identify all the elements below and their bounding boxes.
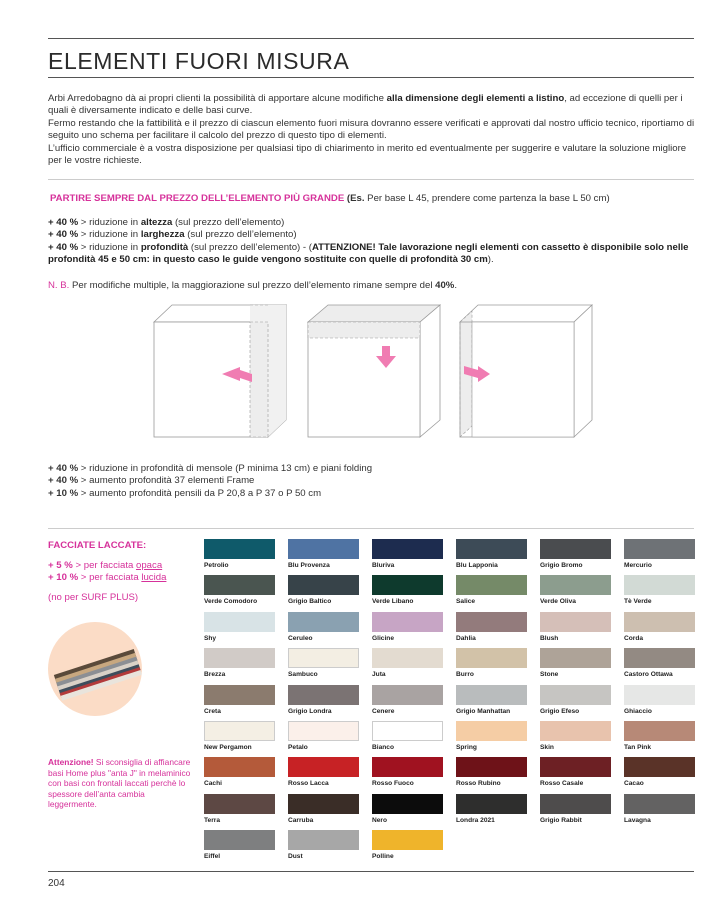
color-swatch bbox=[288, 830, 359, 860]
top-rule bbox=[48, 38, 694, 39]
color-swatch bbox=[456, 539, 527, 569]
color-chip bbox=[372, 794, 443, 814]
color-chip bbox=[540, 757, 611, 777]
gloss-pre: > per facciata bbox=[78, 572, 142, 583]
color-name: Bluriva bbox=[372, 562, 395, 569]
color-swatch bbox=[372, 648, 443, 678]
color-swatch bbox=[456, 612, 527, 642]
pct-pre: > riduzione in bbox=[78, 217, 141, 228]
page-number: 204 bbox=[48, 878, 65, 889]
matte-pre: > per facciata bbox=[72, 560, 137, 571]
nb-value: 40% bbox=[435, 280, 455, 291]
color-swatch bbox=[624, 575, 695, 605]
color-name: Eiffel bbox=[204, 853, 221, 861]
intro-paragraph-2: Fermo restando che la fattibilità e il prezzo di ciascun elemento fuori misura dovranno essere verificati e approvati dal nostro ufficio tecnico, riportiamo di seguito uno schema per facilitare il calcolo del prezzo di questo tipo di elementi. bbox=[48, 117, 695, 142]
color-name: Lavagna bbox=[624, 816, 651, 824]
color-chip bbox=[372, 539, 443, 559]
color-chip bbox=[372, 575, 443, 595]
color-name: Blu Lapponia bbox=[456, 562, 498, 569]
pct-keyword: profondità bbox=[140, 241, 189, 253]
color-chip bbox=[204, 830, 275, 850]
color-chip bbox=[624, 539, 695, 559]
color-name: Mercurio bbox=[624, 562, 652, 569]
color-chip bbox=[540, 794, 611, 814]
color-name: Bianco bbox=[372, 744, 394, 751]
color-swatch bbox=[204, 685, 275, 715]
color-swatch bbox=[540, 757, 611, 787]
color-swatch bbox=[456, 575, 527, 605]
pct-value: + 40 % bbox=[48, 229, 79, 241]
color-name: Creta bbox=[204, 707, 221, 715]
color-swatch bbox=[624, 648, 695, 678]
color-name: Tè Verde bbox=[624, 598, 652, 606]
color-name: Skin bbox=[540, 744, 554, 751]
color-chip bbox=[456, 648, 527, 668]
color-name: Cenere bbox=[372, 707, 395, 715]
color-name: Cacao bbox=[624, 780, 644, 788]
color-chip bbox=[456, 685, 527, 705]
color-name: Verde Libano bbox=[372, 598, 414, 606]
color-swatch bbox=[540, 794, 611, 824]
color-chip bbox=[540, 685, 611, 705]
attention-note bbox=[48, 757, 196, 810]
starting-price-rule bbox=[50, 193, 696, 204]
gloss-word: lucida bbox=[141, 572, 167, 583]
color-swatch bbox=[288, 539, 359, 569]
color-chip bbox=[624, 685, 695, 705]
color-name: Rosso Casale bbox=[540, 780, 584, 788]
color-chip bbox=[624, 648, 695, 668]
color-chip bbox=[204, 794, 275, 814]
color-name: Stone bbox=[540, 671, 559, 679]
color-chip bbox=[204, 539, 275, 559]
color-swatch bbox=[372, 794, 443, 824]
pct-pre: > riduzione in bbox=[78, 241, 141, 253]
attention-text: Si sconsiglia di affiancare basi Home plus "anta J" in melaminico con basi con frontali laccati perchè lo spessore dell’anta cambia leggermente. bbox=[48, 757, 191, 810]
color-swatch bbox=[540, 612, 611, 642]
color-swatch bbox=[372, 539, 443, 569]
color-name: Tan Pink bbox=[624, 744, 651, 751]
color-chip bbox=[456, 539, 527, 559]
color-swatch bbox=[456, 721, 527, 751]
color-chip bbox=[288, 648, 359, 668]
color-swatch bbox=[204, 757, 275, 787]
intro-paragraph-1 bbox=[48, 93, 696, 118]
color-chip bbox=[456, 721, 527, 741]
color-name: Shy bbox=[204, 634, 217, 642]
color-name: Rosso Lacca bbox=[288, 780, 329, 788]
reduction-list bbox=[48, 217, 696, 267]
color-chip bbox=[204, 648, 275, 668]
color-fan-image bbox=[48, 622, 142, 716]
color-chip bbox=[372, 757, 443, 777]
matte-surcharge bbox=[48, 560, 198, 572]
color-chip bbox=[624, 794, 695, 814]
color-swatch bbox=[204, 539, 275, 569]
color-swatch bbox=[288, 794, 359, 824]
color-name: Petrolio bbox=[204, 562, 229, 569]
color-swatch bbox=[204, 612, 275, 642]
color-chip bbox=[456, 575, 527, 595]
warning-label: ATTENZIONE! bbox=[311, 241, 376, 253]
height-reduction-diagram bbox=[150, 300, 290, 445]
color-chip bbox=[288, 757, 359, 777]
surf-plus-note: (no per SURF PLUS) bbox=[48, 592, 139, 603]
color-swatch bbox=[288, 575, 359, 605]
pct-value: + 40 % bbox=[48, 463, 79, 474]
color-name: Grigio Manhattan bbox=[456, 707, 511, 715]
color-chip bbox=[204, 612, 275, 632]
color-swatch bbox=[456, 685, 527, 715]
color-swatch bbox=[540, 685, 611, 715]
attention-label: Attenzione! bbox=[48, 757, 94, 767]
title-rule bbox=[48, 77, 694, 78]
color-name: Londra 2021 bbox=[456, 816, 495, 824]
color-swatch bbox=[540, 721, 611, 751]
color-chip bbox=[372, 721, 443, 741]
color-swatch bbox=[624, 539, 695, 569]
color-name: Burro bbox=[456, 671, 474, 679]
pct-keyword: altezza bbox=[140, 217, 173, 228]
color-name: Polline bbox=[372, 853, 394, 861]
warning-text: Tale lavorazione negli elementi con cassetto è disponibile solo nelle profondità 45 e 50 cm: in questo caso le guide vengono sostituite con quelle di profondità 30 cm bbox=[48, 241, 689, 266]
color-name: Blu Provenza bbox=[288, 562, 330, 569]
separator bbox=[48, 179, 694, 180]
color-swatch bbox=[624, 685, 695, 715]
color-name: Castoro Ottawa bbox=[624, 671, 673, 679]
color-name: Ceruleo bbox=[288, 634, 313, 642]
color-swatch bbox=[624, 612, 695, 642]
color-name: Dahlia bbox=[456, 634, 476, 642]
pct-text: > riduzione in profondità di mensole (P minima 13 cm) e piani folding bbox=[78, 463, 373, 474]
color-swatch bbox=[288, 685, 359, 715]
color-chip bbox=[204, 721, 275, 741]
gloss-pct: + 10 % bbox=[48, 572, 79, 583]
color-swatch bbox=[372, 721, 443, 751]
color-swatch bbox=[540, 539, 611, 569]
color-fan-icon bbox=[48, 622, 142, 716]
color-chip bbox=[288, 721, 359, 741]
color-swatch bbox=[204, 575, 275, 605]
rule-highlight: PARTIRE SEMPRE DAL PREZZO DELL’ELEMENTO PIÙ GRANDE bbox=[50, 193, 345, 204]
color-name: Dust bbox=[288, 853, 303, 861]
color-chip bbox=[540, 539, 611, 559]
color-swatch bbox=[372, 575, 443, 605]
pct-value: + 40 % bbox=[48, 217, 79, 228]
color-name: Verde Oliva bbox=[540, 598, 576, 606]
color-name: Grigio Londra bbox=[288, 707, 332, 715]
lacquered-fronts-title: FACCIATE LACCATE: bbox=[48, 540, 147, 551]
color-swatch bbox=[204, 830, 275, 860]
color-name: Cachi bbox=[204, 780, 222, 788]
color-name: Petalo bbox=[288, 744, 308, 751]
pct-text: > aumento profondità pensili da P 20,8 a P 37 o P 50 cm bbox=[78, 487, 322, 499]
color-swatch bbox=[204, 648, 275, 678]
color-swatch bbox=[624, 794, 695, 824]
warning-tail: ). bbox=[487, 254, 494, 266]
matte-word: opaca bbox=[136, 560, 163, 571]
color-chip bbox=[456, 794, 527, 814]
color-chip bbox=[288, 575, 359, 595]
increase-list bbox=[48, 463, 696, 500]
color-name: Rosso Rubino bbox=[456, 780, 501, 788]
width-reduction-diagram bbox=[304, 300, 444, 445]
nb-note bbox=[48, 280, 457, 291]
nb-text: Per modifiche multiple, la maggiorazione sul prezzo dell’elemento rimane sempre del bbox=[69, 280, 436, 291]
color-name: Verde Comodoro bbox=[204, 598, 258, 606]
color-name: Glicine bbox=[372, 634, 394, 642]
color-swatch bbox=[456, 648, 527, 678]
color-chip bbox=[624, 757, 695, 777]
color-swatch-grid bbox=[204, 539, 696, 869]
color-chip bbox=[456, 612, 527, 632]
lacquered-fronts-info bbox=[48, 540, 198, 604]
color-name: Grigio Baltico bbox=[288, 598, 332, 606]
increase-row bbox=[48, 488, 696, 500]
increase-row bbox=[48, 475, 696, 487]
color-chip bbox=[540, 721, 611, 741]
color-chip bbox=[288, 830, 359, 850]
color-swatch bbox=[372, 612, 443, 642]
color-chip bbox=[624, 612, 695, 632]
color-swatch bbox=[540, 575, 611, 605]
color-swatch bbox=[372, 830, 443, 860]
pct-post: (sul prezzo dell’elemento) bbox=[172, 217, 285, 228]
pct-value: + 40 % bbox=[48, 241, 79, 253]
intro-p1-c: , ad eccezione di quelli per i quali è diversamente indicato e delle basi curve. bbox=[48, 93, 683, 117]
color-name: Corda bbox=[624, 634, 644, 642]
color-chip bbox=[372, 830, 443, 850]
color-name: Terra bbox=[204, 816, 221, 824]
reduction-row bbox=[48, 217, 696, 229]
color-name: Ghiaccio bbox=[624, 707, 652, 715]
reduction-row bbox=[48, 229, 696, 241]
intro-p1-a: Arbi Arredobagno dà ai propri clienti la possibilità di apportare alcune modifiche bbox=[48, 93, 387, 104]
gloss-surcharge bbox=[48, 572, 198, 584]
pct-value: + 40 % bbox=[48, 475, 79, 487]
pct-post: (sul prezzo dell’elemento) - ( bbox=[188, 241, 312, 253]
color-chip bbox=[540, 648, 611, 668]
color-swatch bbox=[372, 685, 443, 715]
depth-reduction-diagram bbox=[456, 300, 596, 445]
color-name: Rosso Fuoco bbox=[372, 780, 414, 788]
color-name: Carruba bbox=[288, 816, 314, 824]
intro-text bbox=[48, 93, 696, 167]
color-chip bbox=[204, 575, 275, 595]
color-chip bbox=[204, 685, 275, 705]
color-chip bbox=[540, 575, 611, 595]
color-swatch bbox=[288, 648, 359, 678]
color-chip bbox=[624, 721, 695, 741]
color-chip bbox=[372, 612, 443, 632]
intro-paragraph-3: L’ufficio commerciale è a vostra disposizione per qualsiasi tipo di chiarimento in merito ed eventualmente per suggerire e valutare la soluzione migliore per le vostre richieste. bbox=[48, 142, 687, 167]
pct-text: > aumento profondità 37 elementi Frame bbox=[78, 475, 255, 487]
reduction-row bbox=[48, 242, 696, 267]
intro-p1-bold: alla dimensione degli elementi a listino bbox=[386, 93, 565, 104]
color-name: Salice bbox=[456, 598, 476, 606]
color-chip bbox=[288, 612, 359, 632]
color-chip bbox=[372, 648, 443, 668]
color-swatch bbox=[204, 794, 275, 824]
increase-row bbox=[48, 463, 696, 475]
color-swatch bbox=[456, 757, 527, 787]
rule-es: Es. bbox=[350, 193, 365, 204]
pct-keyword: larghezza bbox=[140, 229, 185, 241]
pct-value: + 10 % bbox=[48, 487, 79, 499]
color-chip bbox=[288, 685, 359, 705]
color-swatch bbox=[204, 721, 275, 751]
color-swatch bbox=[288, 721, 359, 751]
rule-example: Per base L 45, prendere come partenza la base L 50 cm) bbox=[364, 193, 610, 204]
color-swatch bbox=[624, 721, 695, 751]
pct-pre: > riduzione in bbox=[78, 229, 141, 241]
color-chip bbox=[372, 685, 443, 705]
pct-post: (sul prezzo dell’elemento) bbox=[184, 229, 297, 241]
color-name: Brezza bbox=[204, 671, 226, 679]
color-name: New Pergamon bbox=[204, 744, 252, 751]
color-swatch bbox=[540, 648, 611, 678]
color-name: Nero bbox=[372, 816, 388, 824]
color-swatch bbox=[372, 757, 443, 787]
color-name: Blush bbox=[540, 634, 559, 642]
separator bbox=[48, 528, 694, 529]
color-chip bbox=[456, 757, 527, 777]
matte-pct: + 5 % bbox=[48, 560, 73, 571]
rule-paren: ( bbox=[344, 193, 351, 204]
color-name: Juta bbox=[372, 671, 386, 679]
nb-label: N. B. bbox=[48, 280, 70, 291]
page-rule bbox=[48, 871, 694, 872]
color-swatch bbox=[288, 757, 359, 787]
color-name: Spring bbox=[456, 744, 477, 751]
nb-end: . bbox=[454, 280, 458, 291]
color-chip bbox=[288, 794, 359, 814]
color-chip bbox=[204, 757, 275, 777]
color-name: Grigio Efeso bbox=[540, 707, 580, 715]
color-chip bbox=[540, 612, 611, 632]
color-swatch bbox=[624, 757, 695, 787]
color-chip bbox=[624, 575, 695, 595]
color-swatch bbox=[288, 612, 359, 642]
page-title: ELEMENTI FUORI MISURA bbox=[48, 48, 350, 74]
color-swatch bbox=[456, 794, 527, 824]
color-name: Grigio Rabbit bbox=[540, 816, 582, 824]
color-name: Sambuco bbox=[288, 671, 318, 679]
color-chip bbox=[288, 539, 359, 559]
color-name: Grigio Bromo bbox=[540, 562, 583, 569]
